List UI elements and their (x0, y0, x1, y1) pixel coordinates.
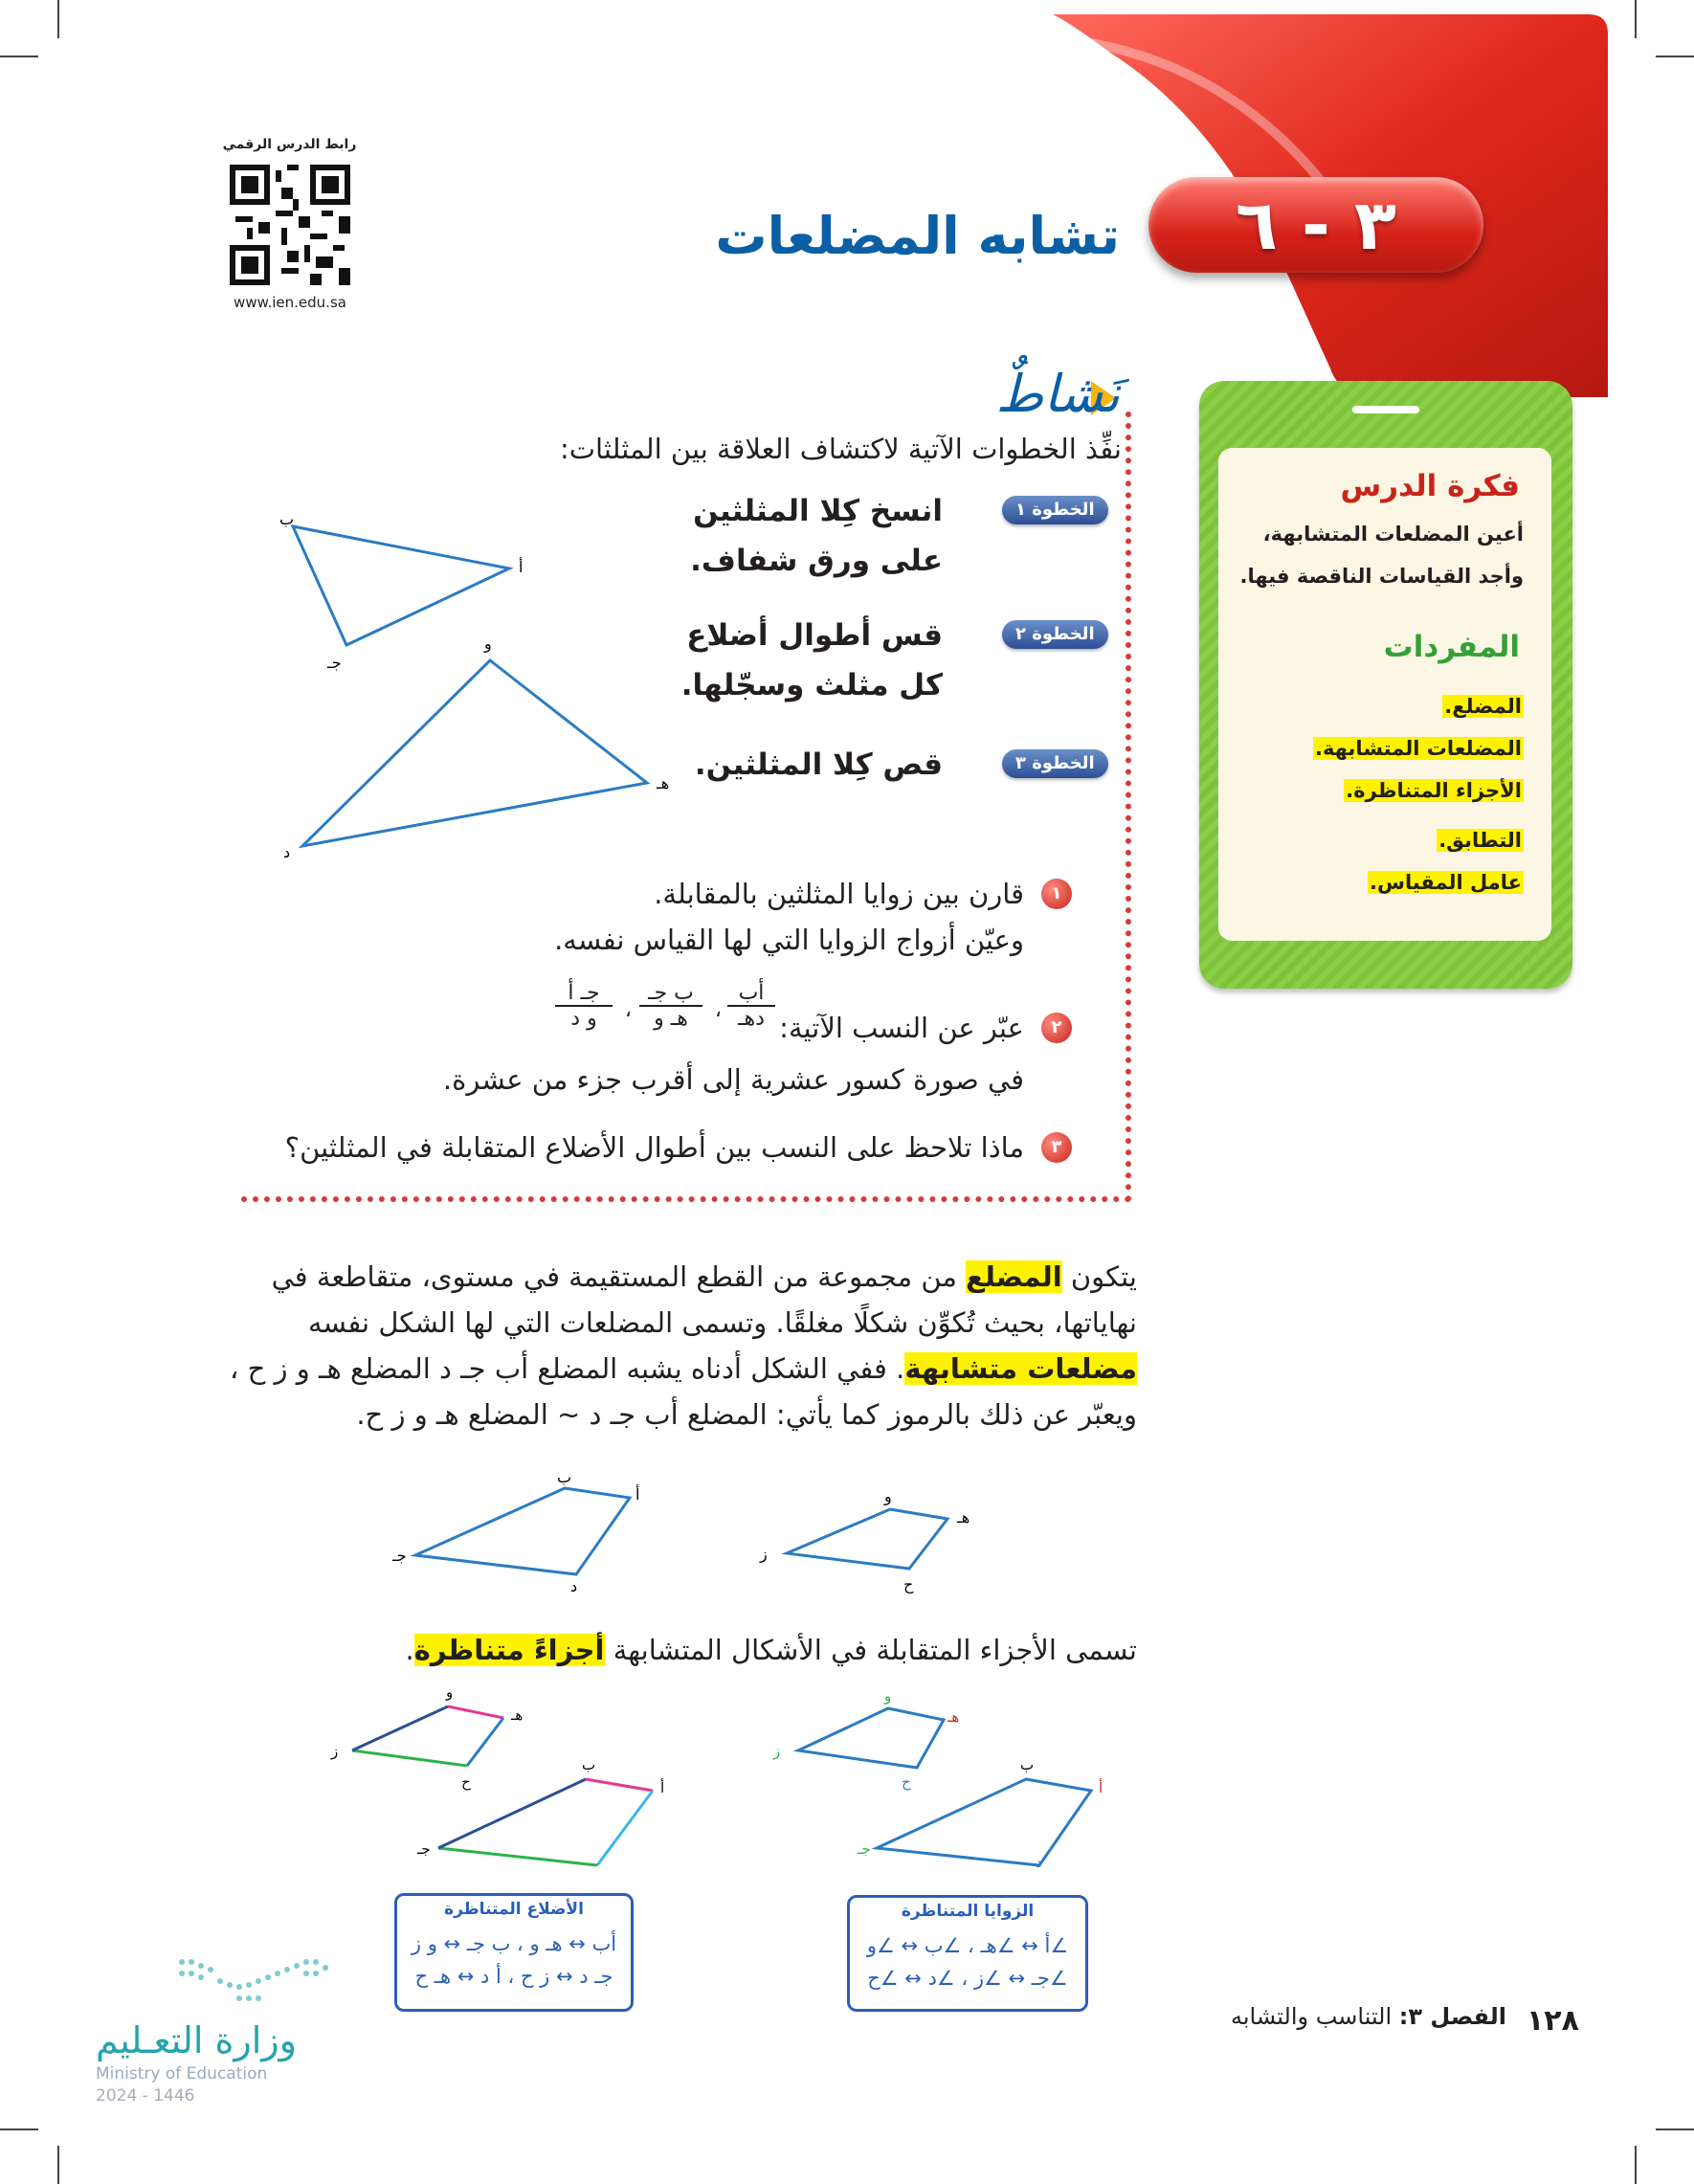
term-corresponding-parts: أجزاءً متناظرة (413, 1634, 605, 1666)
label-c: جـ (417, 1840, 431, 1858)
label-c: جـ (327, 654, 342, 672)
panel-handle (1352, 406, 1419, 413)
label-z: ز (773, 1743, 781, 1760)
label-ha: ح (461, 1773, 471, 1791)
fraction-numerator: أب (727, 981, 775, 1007)
corresponding-angles-line1: ∠أ ↔ ∠هـ ، ∠ب ↔ ∠و (866, 1934, 1069, 1957)
body-paragraph-1 (218, 1254, 1137, 1437)
question-1 (450, 871, 1024, 963)
term-similar-polygons: مضلعات متشابهة (904, 1352, 1137, 1385)
label-h: هـ (657, 774, 670, 792)
corresponding-sides-diagram (325, 1680, 689, 1871)
vocab-item: التطابق. (1438, 829, 1522, 852)
corresponding-angles-box (847, 1895, 1088, 2012)
label-z: ز (331, 1743, 339, 1760)
question-3: ماذا تلاحظ على النسب بين أطوال الأضلاع المتقابلة في المثلثين؟ (284, 1131, 1024, 1164)
label-h: هـ (947, 1708, 960, 1726)
label-b: ب (1020, 1756, 1035, 1773)
fraction-ca-wd (555, 981, 613, 1031)
quad-abcd (415, 1488, 630, 1574)
label-a: أ (660, 1779, 665, 1796)
label-h: هـ (957, 1508, 970, 1527)
lesson-number: ٣ - ٦ (1236, 185, 1396, 265)
label-ha: ح (903, 1575, 914, 1593)
ratio-fractions (546, 981, 775, 1048)
label-w: و (484, 635, 492, 653)
label-w: و (884, 1687, 892, 1705)
term-polygon: المضلع (966, 1260, 1062, 1293)
crop-mark (1635, 0, 1637, 38)
fraction-separator: ، (714, 998, 722, 1022)
question-2-lead: عبّر عن النسب الآتية: (779, 1012, 1024, 1044)
chapter-number: الفصل ٣: (1398, 2003, 1506, 2030)
chapter-title: التناسب والتشابه (1231, 2003, 1399, 2030)
corresponding-angles-diagram (756, 1680, 1120, 1871)
label-a: أ (1099, 1779, 1103, 1796)
vocabulary-heading: المفردات (1383, 630, 1520, 664)
body-paragraph-2 (218, 1627, 1137, 1673)
lesson-idea-line2: وأجد القياسات الناقصة فيها. (1239, 565, 1524, 588)
crop-mark (1656, 56, 1694, 57)
fraction-bc-hw (639, 981, 702, 1031)
lesson-number-badge (1148, 177, 1483, 273)
vocab-item: المضلعات المتشابهة. (1314, 737, 1522, 760)
label-ha: ح (902, 1773, 911, 1791)
label-b: ب (582, 1756, 596, 1773)
question-3-number: ٣ (1041, 1132, 1072, 1163)
ministry-name-arabic: وزارة التعـليم (96, 2019, 298, 2061)
activity-intro: نفِّذ الخطوات الآتية لاكتشاف العلاقة بين المثلثات: (559, 433, 1122, 465)
crop-mark (1635, 2146, 1637, 2184)
fraction-separator: ، (624, 998, 632, 1022)
vocab-item: عامل المقياس. (1370, 871, 1522, 894)
label-a: أ (635, 1485, 640, 1504)
fraction-denominator: و د (570, 1007, 597, 1031)
step-2-badge: الخطوة ٢ (1002, 620, 1108, 649)
vocab-item: الأجزاء المتناظرة. (1346, 779, 1522, 802)
fraction-ab-de (727, 981, 775, 1031)
label-c: جـ (858, 1840, 871, 1858)
corresponding-sides-line1: أب ↔ هـ و ، ب جـ ↔ و ز (411, 1932, 617, 1955)
label-d: د (570, 1577, 578, 1593)
fraction-denominator: دهـ (738, 1007, 765, 1031)
label-d: د (1036, 1854, 1042, 1871)
question-2-number: ٢ (1041, 1013, 1072, 1043)
vocab-item: المضلع. (1444, 695, 1522, 718)
lesson-idea-line1: أعين المضلعات المتشابهة، (1262, 523, 1524, 546)
label-a: أ (519, 558, 524, 576)
activity-title: نَشاطٌ (995, 364, 1120, 424)
step-3-text (656, 740, 943, 790)
p2-a: تسمى الأجزاء المتقابلة في الأشكال المتشابهة (604, 1634, 1137, 1666)
ministry-logo-icon (172, 1952, 335, 2010)
step-2-line1: قس أطوال أضلاع (686, 618, 943, 653)
quad-hwzh (787, 1509, 947, 1569)
step-2-line2: كل مثلث وسجّلها. (680, 668, 943, 702)
ministry-name-english: Ministry of Education (96, 2064, 268, 2084)
label-d: د (283, 843, 291, 861)
chapter-label (1231, 2003, 1506, 2030)
step-3-badge: الخطوة ٣ (1002, 749, 1108, 778)
crop-mark (0, 2128, 38, 2130)
step-1-badge: الخطوة ١ (1002, 496, 1108, 524)
question-1-line2: وعيّن أزواج الزوايا التي لها القياس نفسه. (554, 924, 1024, 956)
fraction-denominator: هـ و (654, 1007, 688, 1031)
label-w: و (446, 1683, 454, 1701)
step-1-line2: على ورق شفاف. (690, 544, 943, 578)
crop-mark (57, 0, 59, 38)
qr-code-icon[interactable] (230, 165, 350, 285)
p1-b: من مجموعة من القطع المستقيمة في مستوى، متقاطعة في نهاياتها، بحيث تُكوِّن شكلًا مغلقًا. وتسمى المضلعات التي لها الشكل نفسه (271, 1260, 1137, 1339)
ministry-year: 2024 - 1446 (96, 2086, 195, 2106)
crop-mark (1656, 2128, 1694, 2130)
similar-quadrilaterals (392, 1469, 1014, 1593)
activity-triangles (268, 498, 689, 861)
step-1-line1: انسخ كِلا المثلثين (693, 494, 943, 528)
step-2-text (656, 611, 943, 710)
label-h: هـ (511, 1706, 524, 1724)
qr-url[interactable]: www.ien.edu.sa (234, 294, 346, 311)
label-b: ب (557, 1469, 572, 1486)
question-1-line1: قارن بين زوايا المثلثين بالمقابلة. (654, 878, 1024, 910)
p2-b: . (405, 1634, 414, 1666)
p1-a: يتكون (1061, 1260, 1137, 1293)
step-1-text (656, 486, 943, 586)
p1-c: . ففي الشكل أدناه يشبه المضلع أب جـ د المضلع هـ و ز ح ، ويعبّر عن ذلك بالرموز كما يأتي: المضلع أب جـ د ∽ المضلع هـ و ز ح. (230, 1352, 1137, 1431)
triangle-abc (293, 526, 509, 645)
lesson-idea-heading: فكرة الدرس (1340, 469, 1520, 503)
fraction-numerator: جـ أ (555, 981, 613, 1007)
fraction-numerator: ب جـ (639, 981, 702, 1007)
question-1-number: ١ (1041, 879, 1072, 909)
step-3-line1: قص كِلا المثلثين. (694, 747, 943, 782)
lesson-idea-text (1208, 513, 1524, 597)
corresponding-angles-title: الزوايا المتناظرة (901, 1902, 1035, 1921)
triangle-def (302, 660, 647, 846)
page-title: تشابه المضلعات (715, 206, 1120, 266)
label-w: و (884, 1487, 892, 1505)
corresponding-sides-box (394, 1893, 634, 2012)
question-2-line2: في صورة كسور عشرية إلى أقرب جزء من عشرة. (442, 1063, 1024, 1096)
qr-caption: رابط الدرس الرقمي (222, 137, 357, 152)
page-number: ١٢٨ (1527, 2004, 1579, 2038)
corresponding-sides-title: الأضلاع المتناظرة (444, 1900, 584, 1919)
label-b: ب (279, 510, 295, 528)
label-z: ز (760, 1545, 768, 1563)
crop-mark (57, 2146, 59, 2184)
crop-mark (0, 56, 38, 57)
corresponding-sides-line2: جـ د ↔ ز ح ، أ د ↔ هـ ح (414, 1965, 613, 1988)
corresponding-angles-line2: ∠جـ ↔ ∠ز ، ∠د ↔ ∠ح (867, 1967, 1068, 1990)
label-c: جـ (392, 1547, 407, 1565)
